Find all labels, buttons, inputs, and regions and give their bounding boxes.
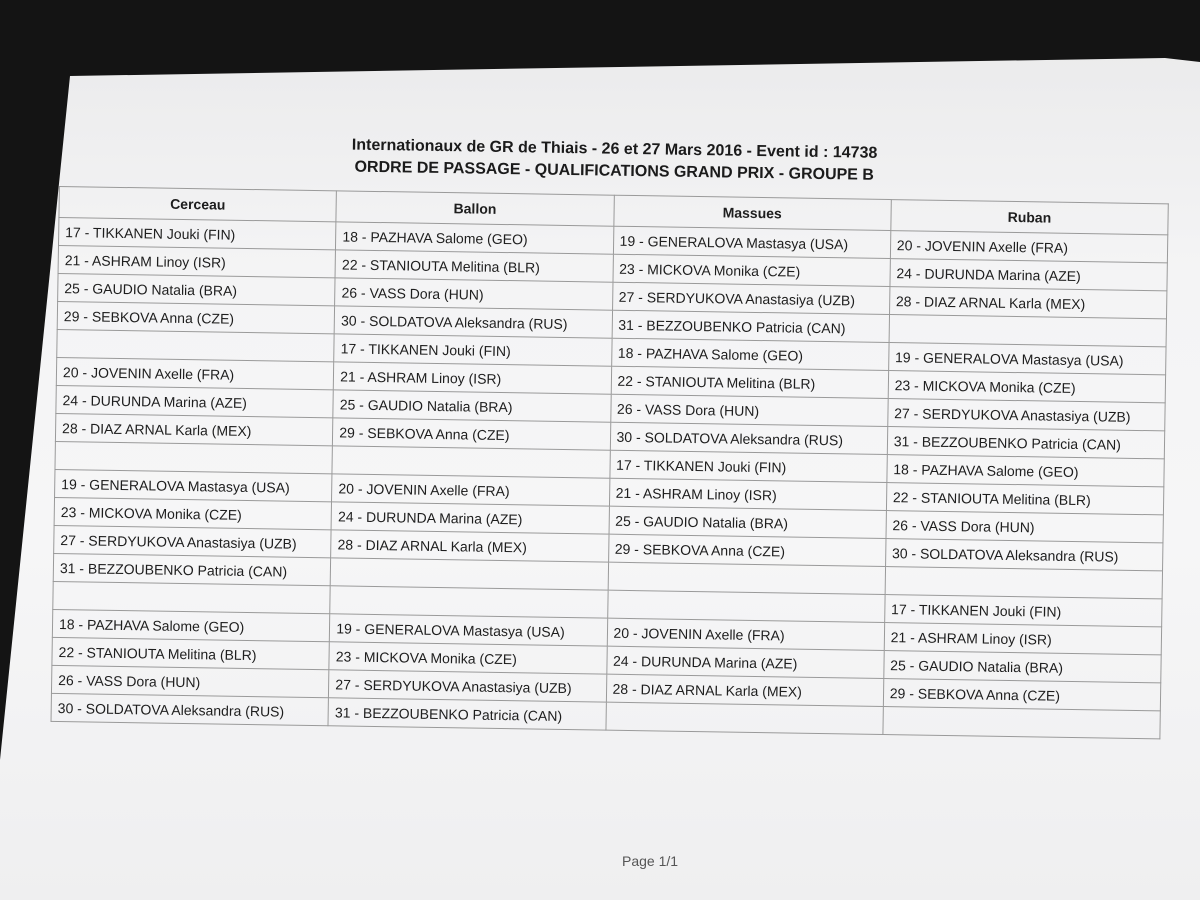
table-cell: 25 - GAUDIO Natalia (BRA) bbox=[333, 390, 611, 422]
page-number: Page 1/1 bbox=[622, 853, 679, 869]
table-cell bbox=[889, 315, 1167, 347]
table-cell: 21 - ASHRAM Linoy (ISR) bbox=[609, 478, 887, 510]
table-cell: 23 - MICKOVA Monika (CZE) bbox=[329, 642, 607, 674]
table-cell: 30 - SOLDATOVA Aleksandra (RUS) bbox=[334, 306, 612, 338]
table-cell bbox=[885, 567, 1163, 599]
table-cell bbox=[608, 562, 886, 594]
table-cell: 25 - GAUDIO Natalia (BRA) bbox=[609, 506, 887, 538]
table-cell: 18 - PAZHAVA Salome (GEO) bbox=[611, 338, 889, 370]
table-cell bbox=[607, 590, 885, 622]
table-cell bbox=[330, 586, 608, 618]
table-cell: 31 - BEZZOUBENKO Patricia (CAN) bbox=[612, 310, 890, 342]
table-cell: 27 - SERDYUKOVA Anastasiya (UZB) bbox=[54, 525, 332, 557]
table-cell: 31 - BEZZOUBENKO Patricia (CAN) bbox=[328, 698, 606, 730]
table-cell: 22 - STANIOUTA Melitina (BLR) bbox=[611, 366, 889, 398]
table-cell: 25 - GAUDIO Natalia (BRA) bbox=[58, 273, 336, 305]
table-cell: 20 - JOVENIN Axelle (FRA) bbox=[56, 357, 334, 389]
table-cell: 23 - MICKOVA Monika (CZE) bbox=[54, 497, 332, 529]
table-cell: 21 - ASHRAM Linoy (ISR) bbox=[334, 362, 612, 394]
table-cell: 29 - SEBKOVA Anna (CZE) bbox=[57, 301, 335, 333]
table-cell: 19 - GENERALOVA Mastasya (USA) bbox=[55, 469, 333, 501]
table-cell: 26 - VASS Dora (HUN) bbox=[51, 665, 329, 697]
table-cell: 28 - DIAZ ARNAL Karla (MEX) bbox=[55, 413, 333, 445]
column-header-massues: Massues bbox=[613, 195, 891, 230]
table-cell: 26 - VASS Dora (HUN) bbox=[886, 511, 1164, 543]
table-cell: 24 - DURUNDA Marina (AZE) bbox=[331, 502, 609, 534]
table-cell: 24 - DURUNDA Marina (AZE) bbox=[56, 385, 334, 417]
table-cell: 25 - GAUDIO Natalia (BRA) bbox=[884, 651, 1162, 683]
table-cell: 20 - JOVENIN Axelle (FRA) bbox=[890, 231, 1168, 263]
table-cell: 28 - DIAZ ARNAL Karla (MEX) bbox=[606, 674, 884, 706]
table-cell bbox=[605, 702, 883, 734]
table-cell: 17 - TIKKANEN Jouki (FIN) bbox=[609, 450, 887, 482]
table-cell bbox=[332, 446, 610, 478]
table-cell: 28 - DIAZ ARNAL Karla (MEX) bbox=[331, 530, 609, 562]
table-cell: 29 - SEBKOVA Anna (CZE) bbox=[333, 418, 611, 450]
event-title: Internationaux de GR de Thiais - 26 et 27 Mars 2016 - Event id : 14738 bbox=[351, 136, 878, 162]
table-cell: 24 - DURUNDA Marina (AZE) bbox=[606, 646, 884, 678]
order-title: ORDRE DE PASSAGE - QUALIFICATIONS GRAND PRIX - GROUPE B bbox=[354, 158, 875, 184]
table-cell: 31 - BEZZOUBENKO Patricia (CAN) bbox=[887, 427, 1165, 459]
table-cell: 23 - MICKOVA Monika (CZE) bbox=[888, 371, 1166, 403]
table-cell: 17 - TIKKANEN Jouki (FIN) bbox=[884, 595, 1162, 627]
table-cell: 19 - GENERALOVA Mastasya (USA) bbox=[330, 614, 608, 646]
column-header-cerceau: Cerceau bbox=[59, 186, 337, 221]
table-cell: 17 - TIKKANEN Jouki (FIN) bbox=[334, 334, 612, 366]
table-cell bbox=[883, 707, 1161, 739]
table-cell: 18 - PAZHAVA Salome (GEO) bbox=[336, 222, 614, 254]
table-cell: 24 - DURUNDA Marina (AZE) bbox=[890, 259, 1168, 291]
table-cell: 26 - VASS Dora (HUN) bbox=[610, 394, 888, 426]
table-cell: 18 - PAZHAVA Salome (GEO) bbox=[52, 609, 330, 641]
table-cell bbox=[57, 329, 335, 361]
table-cell: 18 - PAZHAVA Salome (GEO) bbox=[887, 455, 1165, 487]
table-cell: 22 - STANIOUTA Melitina (BLR) bbox=[886, 483, 1164, 515]
table-cell: 27 - SERDYUKOVA Anastasiya (UZB) bbox=[329, 670, 607, 702]
table-cell: 23 - MICKOVA Monika (CZE) bbox=[612, 254, 890, 286]
table-cell: 20 - JOVENIN Axelle (FRA) bbox=[607, 618, 885, 650]
table-cell: 17 - TIKKANEN Jouki (FIN) bbox=[58, 217, 336, 249]
table-cell: 31 - BEZZOUBENKO Patricia (CAN) bbox=[53, 553, 331, 585]
table-cell: 21 - ASHRAM Linoy (ISR) bbox=[58, 245, 336, 277]
table-cell bbox=[53, 581, 331, 613]
table-cell: 27 - SERDYUKOVA Anastasiya (UZB) bbox=[888, 399, 1166, 431]
table-cell: 20 - JOVENIN Axelle (FRA) bbox=[332, 474, 610, 506]
column-header-ruban: Ruban bbox=[891, 200, 1169, 235]
table-cell: 26 - VASS Dora (HUN) bbox=[335, 278, 613, 310]
table-cell: 19 - GENERALOVA Mastasya (USA) bbox=[613, 226, 891, 258]
document-content bbox=[51, 118, 1170, 739]
table-body bbox=[51, 217, 1168, 738]
table-cell: 29 - SEBKOVA Anna (CZE) bbox=[883, 679, 1161, 711]
table-cell: 27 - SERDYUKOVA Anastasiya (UZB) bbox=[612, 282, 890, 314]
table-cell bbox=[330, 558, 608, 590]
table-cell bbox=[55, 441, 333, 473]
start-order-table bbox=[51, 186, 1169, 739]
table-cell: 28 - DIAZ ARNAL Karla (MEX) bbox=[889, 287, 1167, 319]
table-cell: 22 - STANIOUTA Melitina (BLR) bbox=[52, 637, 330, 669]
table-cell: 30 - SOLDATOVA Aleksandra (RUS) bbox=[51, 693, 329, 725]
table-cell: 19 - GENERALOVA Mastasya (USA) bbox=[888, 343, 1166, 375]
table-cell: 22 - STANIOUTA Melitina (BLR) bbox=[335, 250, 613, 282]
table-cell: 30 - SOLDATOVA Aleksandra (RUS) bbox=[610, 422, 888, 454]
table-cell: 30 - SOLDATOVA Aleksandra (RUS) bbox=[885, 539, 1163, 571]
table-cell: 21 - ASHRAM Linoy (ISR) bbox=[884, 623, 1162, 655]
column-header-ballon: Ballon bbox=[336, 191, 614, 226]
table-cell: 29 - SEBKOVA Anna (CZE) bbox=[608, 534, 886, 566]
